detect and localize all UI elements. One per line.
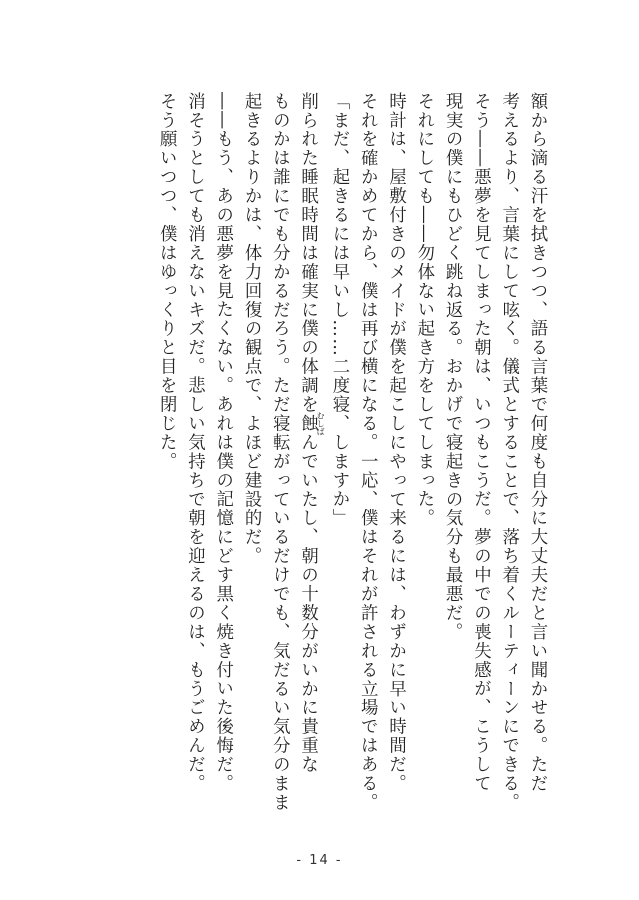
text-line: 現実の僕にもひどく跳ね返る。おかげで寝起きの気分も最悪だ。: [442, 92, 463, 642]
text-line: ものかは誰にでも分かるだろう。ただ寝転がっているだけでも、気だるい気分のまま: [269, 92, 290, 813]
text-line: 考えるより、言葉にして呟く。儀式とすることで、落ち着くルーティーンにできる。: [498, 92, 519, 813]
ruby-annotation: 蝕むしば: [297, 411, 326, 436]
text-line: ――もう、あの悪夢を見たくない。あれは僕の記憶にどす黒く焼き付いた後悔だ。: [212, 92, 233, 794]
dialogue-line: 「まだ、起きるには早いし……二度寝、しますか」: [328, 92, 349, 528]
text-line-with-ruby: [293, 92, 324, 852]
page-number: - 14 -: [296, 853, 343, 868]
text-line: そう願いつつ、僕はゆっくりと目を閉じた。: [156, 92, 177, 471]
text-line: 消そうとしても消えないキズだ。悲しい気持ちで朝を迎えるのは、もうごめんだ。: [184, 92, 205, 794]
ruby-reading: むしば: [316, 411, 326, 436]
body-text: [152, 92, 551, 852]
text-line: それにしても――勿体ない起き方をしてしまった。: [413, 92, 434, 528]
text-segment: 削られた睡眠時間は確実に僕の体調を: [297, 92, 318, 415]
text-line: それを確かめてから、僕は再び横になる。一応、僕はそれが許される立場ではある。: [357, 92, 378, 813]
text-line: そう――悪夢を見てしまった朝は、いつもこうだ。夢の中での喪失感が、こうして: [470, 92, 491, 794]
text-segment: んでいたし、朝の十数分がいかに貴重な: [297, 433, 318, 775]
text-line: 額から滴る汗を拭きつつ、語る言葉で何度も自分に大丈夫だと言い聞かせる。ただ: [527, 92, 547, 794]
text-line: 起きるよりかは、体力回復の観点で、よほど建設的だ。: [241, 92, 262, 566]
text-line: 時計は、屋敷付きのメイドが僕を起こしにやって来るには、わずかに早い時間だ。: [385, 92, 406, 794]
